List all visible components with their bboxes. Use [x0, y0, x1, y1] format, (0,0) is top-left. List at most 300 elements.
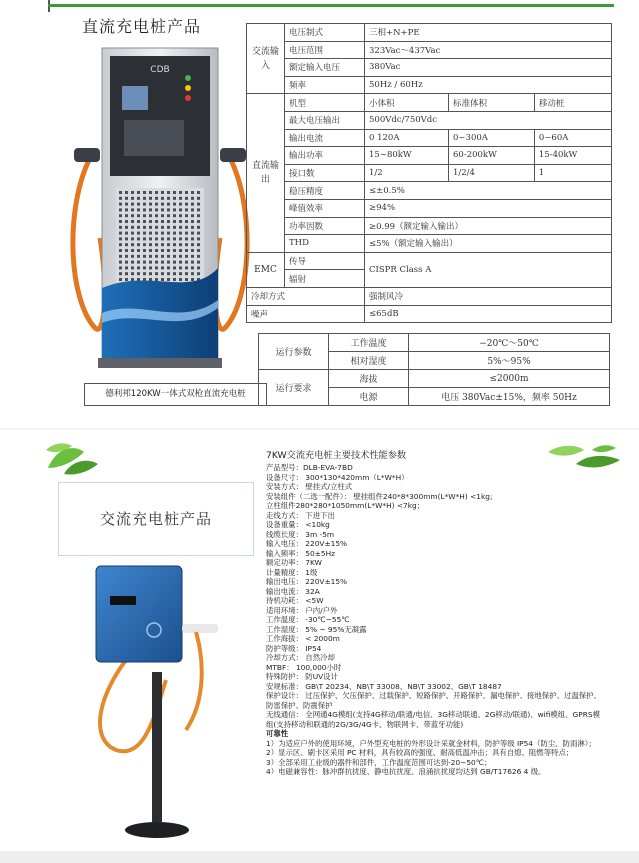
vent-hole [131, 197, 134, 200]
vent-hole [167, 203, 170, 206]
vent-hole [125, 214, 128, 217]
vent-hole [185, 278, 188, 281]
vent-hole [167, 214, 170, 217]
vent-hole [155, 278, 158, 281]
vent-hole [137, 203, 140, 206]
spec-value: 三相+N+PE [365, 24, 612, 42]
vent-hole [137, 243, 140, 246]
vent-hole [173, 203, 176, 206]
ac-spec-line: 线缆长度： 3m -5m [266, 529, 335, 539]
run-req-label: 运行要求 [259, 370, 329, 406]
vent-hole [155, 203, 158, 206]
vent-hole [149, 261, 152, 264]
spec-value: ≥94% [365, 199, 612, 217]
vent-hole [191, 272, 194, 275]
spec-value: 0~60A [534, 129, 611, 147]
vent-hole [125, 266, 128, 269]
ac-charger-image [86, 560, 226, 846]
vent-hole [173, 237, 176, 240]
dc-spec-table [246, 23, 612, 323]
section-divider [0, 428, 639, 430]
vent-hole [125, 191, 128, 194]
spec-value: 1 [534, 164, 611, 182]
vent-hole [197, 208, 200, 211]
vent-hole [161, 232, 164, 235]
vent-hole [191, 278, 194, 281]
vent-hole [155, 255, 158, 258]
vent-hole [119, 255, 122, 258]
vent-hole [155, 249, 158, 252]
vent-hole [167, 243, 170, 246]
vent-hole [131, 249, 134, 252]
vent-hole [191, 237, 194, 240]
vent-hole [191, 232, 194, 235]
vent-hole [155, 232, 158, 235]
vent-hole [119, 249, 122, 252]
vent-hole [131, 261, 134, 264]
vent-hole [143, 214, 146, 217]
vent-hole [155, 226, 158, 229]
vent-hole [137, 266, 140, 269]
ac-spec-line: 计量精度： 1级 [266, 567, 318, 577]
vent-hole [155, 243, 158, 246]
vent-hole [155, 191, 158, 194]
ac-spec-line: 工作温度： -30℃~55℃ [266, 615, 350, 624]
vent-hole [191, 255, 194, 258]
vent-hole [119, 266, 122, 269]
vent-hole [149, 232, 152, 235]
vent-hole [149, 249, 152, 252]
vent-hole [197, 191, 200, 194]
vent-hole [137, 208, 140, 211]
vent-hole [167, 208, 170, 211]
vent-hole [197, 237, 200, 240]
run-value: 电压 380Vac±15%，频率 50Hz [409, 388, 610, 406]
vent-hole [155, 272, 158, 275]
vent-hole [149, 226, 152, 229]
vent-hole [173, 272, 176, 275]
vent-hole [155, 208, 158, 211]
vent-hole [161, 214, 164, 217]
vent-hole [119, 243, 122, 246]
vent-hole [137, 278, 140, 281]
spec-key: THD [285, 235, 365, 253]
brand-logo: CDB [150, 65, 170, 75]
vent-hole [143, 261, 146, 264]
vent-hole [149, 197, 152, 200]
vent-hole [179, 266, 182, 269]
vent-hole [119, 208, 122, 211]
run-value: 5%～95% [409, 352, 610, 370]
vent-hole [119, 226, 122, 229]
ac-spec-line: 冷却方式： 自然冷却 [266, 653, 335, 662]
vent-hole [149, 278, 152, 281]
spec-key: 输出功率 [285, 147, 365, 165]
vent-hole [143, 226, 146, 229]
spec-key: 噪声 [247, 305, 365, 323]
model-type: 移动桩 [534, 94, 611, 112]
run-value: −20℃～50℃ [409, 334, 610, 352]
run-params-label: 运行参数 [259, 334, 329, 370]
vent-hole [179, 191, 182, 194]
vent-hole [173, 197, 176, 200]
ac-section-title: 交流充电桩产品 [58, 482, 254, 556]
spec-value: ≥0.99（额定输入输出） [365, 217, 612, 235]
vent-hole [131, 237, 134, 240]
vent-hole [143, 243, 146, 246]
vent-hole [173, 226, 176, 229]
vent-hole [191, 249, 194, 252]
vent-hole [167, 249, 170, 252]
ac-advantage-line: 2）显示区、刷卡区采用 PC 材料，具有较高的强度、耐高低温冲击；具有自熄、阻燃等特点； [266, 748, 574, 757]
ac-advantage-line: 4）电磁兼容性：脉冲群抗扰度、静电抗扰度、浪涌抗扰度均达到 GB/T17626 4 级。 [266, 767, 546, 776]
vent-hole [161, 208, 164, 211]
spec-key: 频率 [285, 76, 365, 94]
dc-image-caption: 德利邦120KW一体式双枪直流充电桩 [84, 383, 267, 406]
ac-advantage-title: 可靠性 [266, 729, 289, 738]
ac-spec-line: 工作湿度： 5% ~ 95%无凝露 [266, 624, 367, 634]
vent-hole [125, 255, 128, 258]
vent-hole [143, 237, 146, 240]
vent-hole [185, 203, 188, 206]
dc-run-table [258, 333, 610, 406]
vent-hole [149, 191, 152, 194]
vent-hole [131, 266, 134, 269]
vent-hole [143, 208, 146, 211]
vent-hole [137, 232, 140, 235]
ac-spec-line: 输出电流： 32A [266, 586, 320, 596]
vent-hole [197, 203, 200, 206]
ac-spec-line: 产品型号：DLB-EVA-7BD [266, 463, 353, 472]
vent-hole [179, 208, 182, 211]
vent-hole [191, 226, 194, 229]
dc-section-title: 直流充电桩产品 [82, 17, 202, 36]
vent-hole [167, 226, 170, 229]
vent-hole [167, 191, 170, 194]
vent-hole [149, 208, 152, 211]
ac-spec-line: 走线方式： 下进下出 [266, 510, 335, 520]
vent-hole [119, 220, 122, 223]
vent-hole [119, 232, 122, 235]
vent-hole [197, 249, 200, 252]
vent-hole [173, 278, 176, 281]
vent-hole [167, 266, 170, 269]
vent-hole [149, 255, 152, 258]
vent-hole [137, 191, 140, 194]
vent-hole [197, 220, 200, 223]
vent-hole [155, 266, 158, 269]
vent-hole [161, 255, 164, 258]
footer-strip [0, 851, 639, 863]
run-key: 海拔 [329, 370, 409, 388]
spec-value: 50Hz / 60Hz [365, 76, 612, 94]
vent-hole [167, 272, 170, 275]
spec-value: 500Vdc/750Vdc [365, 111, 612, 129]
vent-hole [161, 249, 164, 252]
vent-hole [149, 203, 152, 206]
vent-hole [137, 255, 140, 258]
ac-spec-line: 待机功耗： <5W [266, 596, 324, 605]
vent-hole [125, 243, 128, 246]
spec-key: 峰值效率 [285, 199, 365, 217]
spec-key: 稳压精度 [285, 182, 365, 200]
spec-key: 辐射 [285, 270, 365, 288]
vent-hole [125, 237, 128, 240]
vent-hole [137, 237, 140, 240]
spec-key: 电压范围 [285, 41, 365, 59]
vent-hole [167, 261, 170, 264]
vent-hole [143, 232, 146, 235]
spec-value: 0 120A [365, 129, 449, 147]
vent-hole [185, 243, 188, 246]
vent-hole [191, 208, 194, 211]
vent-hole [197, 197, 200, 200]
run-value: ≤2000m [409, 370, 610, 388]
vent-hole [179, 237, 182, 240]
vent-hole [119, 272, 122, 275]
vent-hole [131, 226, 134, 229]
vent-hole [155, 237, 158, 240]
vent-hole [167, 220, 170, 223]
vent-hole [197, 272, 200, 275]
vent-hole [119, 203, 122, 206]
header-rule [48, 4, 614, 7]
ac-spec-line: 防护等级： IP54 [266, 643, 322, 653]
ac-spec-heading: 7KW交流充电桩主要技术性能参数 [266, 450, 407, 461]
vent-hole [161, 278, 164, 281]
spec-value: ≤65dB [365, 305, 612, 323]
vent-hole [167, 197, 170, 200]
vent-hole [185, 226, 188, 229]
vent-hole [161, 272, 164, 275]
ac-advantage-line: 1）为适应户外的使用环境，户外型充电桩的外形设计采就金材料，防护等级 IP54（防尘、防雨淋）； [266, 738, 596, 748]
vent-hole [155, 197, 158, 200]
vent-hole [137, 272, 140, 275]
vent-hole [179, 220, 182, 223]
ac-spec-line: 输出电压： 220V±15% [266, 577, 348, 586]
vent-hole [185, 255, 188, 258]
vent-hole [167, 278, 170, 281]
vent-hole [137, 214, 140, 217]
vent-hole [173, 191, 176, 194]
ac-spec-line: 特殊防护： 防UV设计 [266, 672, 338, 681]
run-key: 电源 [329, 388, 409, 406]
vent-hole [131, 278, 134, 281]
spec-key: 冷却方式 [247, 287, 365, 305]
vent-hole [191, 243, 194, 246]
spec-key: 额定输入电压 [285, 59, 365, 77]
vent-hole [119, 278, 122, 281]
vent-hole [161, 197, 164, 200]
vent-hole [173, 255, 176, 258]
vent-hole [179, 249, 182, 252]
vent-hole [125, 278, 128, 281]
spec-value: 60-200kW [449, 147, 535, 165]
vent-hole [131, 208, 134, 211]
spec-value: ≤±0.5% [365, 182, 612, 200]
ac-spec-line: 安规标准： GB\T 20234、NB\T 33008、NB\T 33002、GB\T 18487 [266, 681, 502, 691]
spec-value: 1/2/4 [449, 164, 535, 182]
vent-hole [131, 220, 134, 223]
vent-hole [137, 226, 140, 229]
vent-hole [179, 232, 182, 235]
vent-hole [173, 249, 176, 252]
vent-hole [179, 214, 182, 217]
vent-hole [119, 237, 122, 240]
ac-advantage-line: 3）全部采用工业级的器件和部件，工作温度范围可达到-20~50℃； [266, 757, 492, 767]
vent-hole [143, 272, 146, 275]
vent-hole [137, 249, 140, 252]
vent-hole [125, 220, 128, 223]
spec-key: 最大电压输出 [285, 111, 365, 129]
group-ac-input: 交流输入 [247, 24, 285, 94]
vent-hole [119, 197, 122, 200]
vent-hole [191, 191, 194, 194]
spec-key: 传导 [285, 252, 365, 270]
vent-hole [185, 261, 188, 264]
vent-hole [143, 191, 146, 194]
spec-value: ≤5%（额定输入输出） [365, 235, 612, 253]
vent-hole [185, 191, 188, 194]
vent-hole [173, 214, 176, 217]
vent-hole [149, 237, 152, 240]
vent-hole [185, 197, 188, 200]
vent-hole [125, 208, 128, 211]
vent-hole [137, 261, 140, 264]
vent-hole [167, 232, 170, 235]
vent-hole [143, 197, 146, 200]
vent-hole [143, 203, 146, 206]
vent-hole [161, 226, 164, 229]
ac-spec-line: 设备重量： <10kg [266, 520, 330, 529]
model-type: 小体积 [365, 94, 449, 112]
vent-hole [143, 220, 146, 223]
vent-hole [131, 203, 134, 206]
vent-hole [185, 272, 188, 275]
vent-hole [161, 261, 164, 264]
vent-hole [161, 220, 164, 223]
vent-hole [131, 255, 134, 258]
vent-hole [119, 214, 122, 217]
vent-hole [125, 261, 128, 264]
vent-hole [191, 197, 194, 200]
spec-value: 强制风冷 [365, 287, 612, 305]
vent-hole [173, 261, 176, 264]
vent-hole [185, 249, 188, 252]
spec-key: 接口数 [285, 164, 365, 182]
ac-spec-line: MTBF： 100,000小时 [266, 662, 342, 672]
vent-hole [143, 266, 146, 269]
vent-hole [191, 261, 194, 264]
vent-hole [173, 243, 176, 246]
spec-value: 1/2 [365, 164, 449, 182]
vent-hole [185, 220, 188, 223]
ac-spec-line: 无线通信： 全网通4G模组(支持4G移动/联通/电信、3G移动联通、2G移动/联通)、wifi模组、GPRS模组(支持移动和联通的2G/3G/4G卡、物联网卡、带蓝牙功能) [266, 710, 600, 729]
vent-hole [167, 237, 170, 240]
ac-spec-line: 工作海拔： < 2000m [266, 634, 340, 643]
vent-hole [149, 243, 152, 246]
vent-hole [125, 232, 128, 235]
vent-hole [149, 272, 152, 275]
vent-hole [143, 255, 146, 258]
vent-hole [131, 243, 134, 246]
vent-hole [197, 243, 200, 246]
vent-hole [179, 278, 182, 281]
vent-hole [161, 243, 164, 246]
vent-hole [131, 191, 134, 194]
ac-spec-line: 输入频率： 50±5Hz [266, 548, 336, 558]
vent-hole [125, 272, 128, 275]
vent-hole [191, 214, 194, 217]
vent-hole [191, 203, 194, 206]
vent-hole [167, 255, 170, 258]
vent-hole [197, 255, 200, 258]
vent-hole [197, 232, 200, 235]
vent-hole [179, 226, 182, 229]
vent-hole [149, 214, 152, 217]
model-type: 标准体积 [449, 94, 535, 112]
vent-hole [197, 226, 200, 229]
vent-hole [173, 208, 176, 211]
vent-hole [197, 214, 200, 217]
vent-hole [197, 266, 200, 269]
ac-spec-line: 立柱组件280*280*1050mm(L*W*H) <7kg； [266, 501, 425, 510]
ac-spec-line: 保护设计： 过压保护、欠压保护、过载保护、短路保护、开路保护、漏电保护、接地保护、过温保护、防雷保护、防震保护 [266, 691, 601, 710]
vent-hole [125, 197, 128, 200]
run-key: 工作温度 [329, 334, 409, 352]
ac-spec-list [266, 450, 601, 777]
ac-spec-line: 安装方式： 壁挂式/立柱式 [266, 482, 353, 491]
leaf-decoration-left [44, 438, 104, 478]
ac-spec-line: 设备尺寸： 300*130*420mm（L*W*H） [266, 472, 409, 482]
vent-hole [185, 232, 188, 235]
vent-hole [173, 232, 176, 235]
spec-value: 380Vac [365, 59, 612, 77]
vent-hole [173, 266, 176, 269]
spec-key: 功率因数 [285, 217, 365, 235]
vent-hole [185, 266, 188, 269]
vent-hole [197, 261, 200, 264]
group-emc: EMC [247, 252, 285, 287]
vent-hole [161, 266, 164, 269]
vent-hole [161, 191, 164, 194]
vent-hole [125, 226, 128, 229]
spec-key: 机型 [285, 94, 365, 112]
vent-hole [179, 261, 182, 264]
spec-value: 15-40kW [534, 147, 611, 165]
spec-value: 323Vac～437Vac [365, 41, 612, 59]
spec-value: 15~80kW [365, 147, 449, 165]
vent-hole [125, 203, 128, 206]
vent-hole [179, 243, 182, 246]
vent-hole [119, 191, 122, 194]
vent-hole [179, 203, 182, 206]
ac-spec-line: 额定功率： 7KW [266, 558, 322, 567]
vent-hole [185, 214, 188, 217]
spec-key: 电压制式 [285, 24, 365, 42]
vent-hole [179, 197, 182, 200]
vent-hole [155, 261, 158, 264]
run-key: 相对湿度 [329, 352, 409, 370]
vent-hole [137, 220, 140, 223]
vent-hole [155, 214, 158, 217]
spec-value: CISPR Class A [365, 252, 612, 287]
spec-key: 输出电流 [285, 129, 365, 147]
ac-spec-line: 适用环境： 户内/户外 [266, 605, 338, 615]
vent-hole [185, 237, 188, 240]
group-dc-output: 直流输出 [247, 94, 285, 252]
vent-hole [161, 203, 164, 206]
